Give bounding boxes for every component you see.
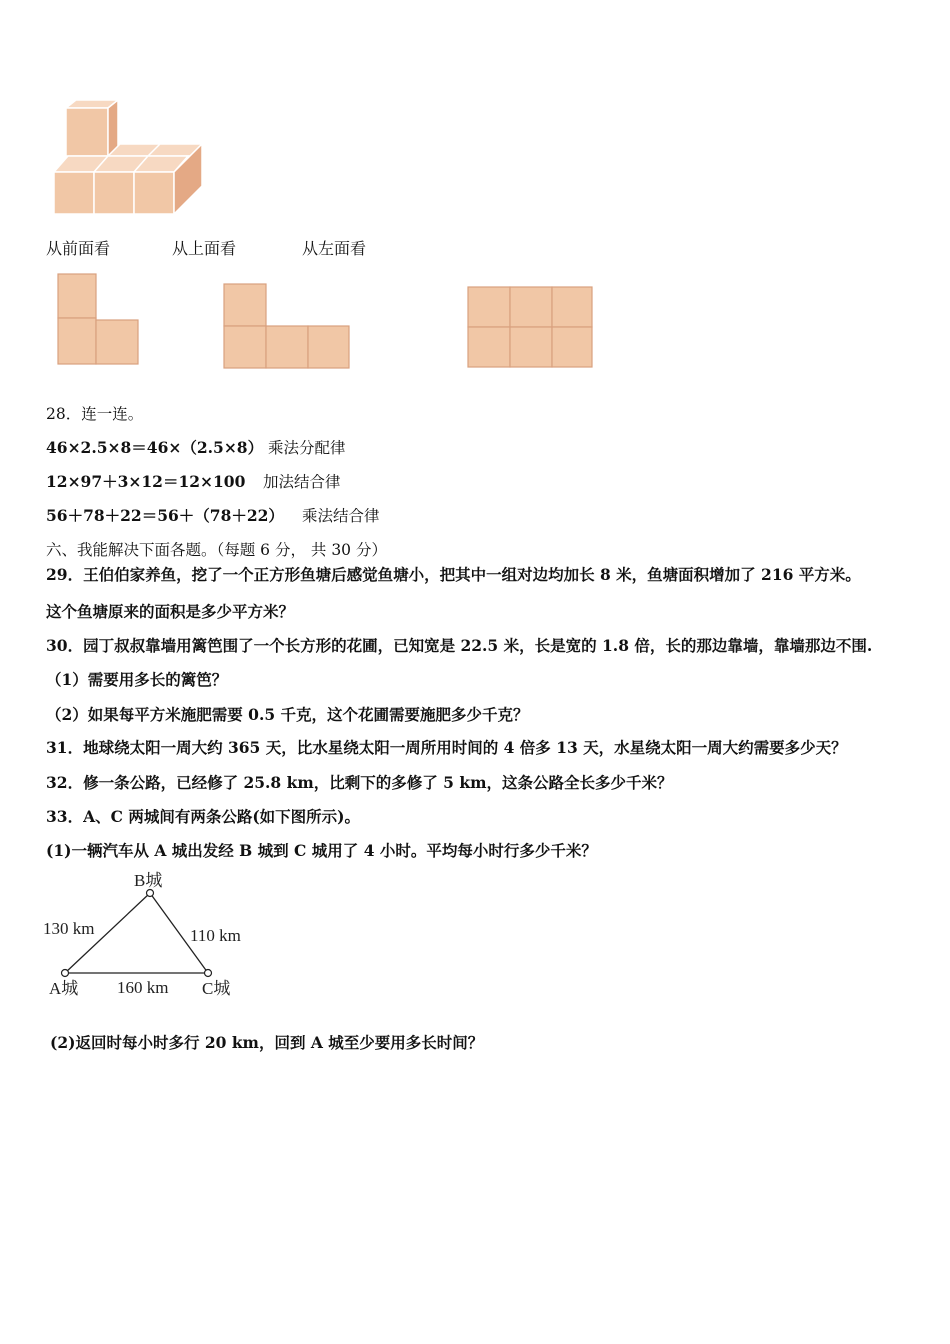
cube-stack-figure <box>48 100 208 220</box>
q29-line-2: 这个鱼塘原来的面积是多少平方米？ <box>46 602 295 621</box>
q28-title: 28．连一连。 <box>46 405 144 423</box>
q29-line-1: 29．王伯伯家养鱼，挖了一个正方形鱼塘后感觉鱼塘小，把其中一组对边均加长 8 米，鱼塘面积增加了 216 平方米。 <box>46 565 861 584</box>
q28-law-3[interactable]: 乘法结合律 <box>302 507 380 525</box>
left-view-label: 从左面看 <box>302 239 367 258</box>
city-a-label: A城 <box>49 979 79 998</box>
q30-sub-2: （2）如果每平方米施肥需要 0.5 千克，这个花圃需要施肥多少千克？ <box>46 705 529 724</box>
city-c-label: C城 <box>202 979 231 998</box>
q30-sub-1: （1）需要用多长的篱笆？ <box>46 670 228 689</box>
front-view-label: 从前面看 <box>46 239 111 258</box>
q31-text: 31．地球绕太阳一周大约 365 天，比水星绕太阳一周所用时间的 4 倍多 13 天，水星绕太阳一周大约需要多少天？ <box>46 738 847 757</box>
q28-expr-3: 56＋78＋22＝56＋（78＋22） <box>46 506 284 525</box>
city-b-label: B城 <box>134 871 163 890</box>
city-a-point <box>62 970 69 977</box>
triangle-route-diagram <box>40 868 270 1002</box>
q33-sub-1: (1)一辆汽车从 A 城出发经 B 城到 C 城用了 4 小时。平均每小时行多少千米？ <box>46 841 597 860</box>
city-b-point <box>147 890 154 897</box>
q32-text: 32．修一条公路，已经修了 25.8 km，比剩下的多修了 5 km，这条公路全长多少千米？ <box>46 773 673 792</box>
distance-bc-label: 110 km <box>190 926 241 945</box>
view-shape-2 <box>222 282 352 370</box>
view-shape-1 <box>56 272 142 368</box>
q33-sub-2: (2)返回时每小时多行 20 km，回到 A 城至少要用多长时间？ <box>50 1033 484 1052</box>
q28-law-1[interactable]: 乘法分配律 <box>268 439 346 457</box>
section-6-title: 六、我能解决下面各题。（每题 6 分， 共 30 分） <box>46 541 387 559</box>
q28-expr-2: 12×97＋3×12＝12×100 <box>46 472 246 491</box>
city-c-point <box>205 970 212 977</box>
q28-law-2[interactable]: 加法结合律 <box>263 473 341 491</box>
top-view-label: 从上面看 <box>172 239 237 258</box>
q33-title: 33．A、C 两城间有两条公路(如下图所示)。 <box>46 807 360 826</box>
distance-ab-label: 130 km <box>43 919 95 938</box>
view-shape-3 <box>466 285 594 369</box>
q28-expr-1: 46×2.5×8＝46×（2.5×8） <box>46 438 264 457</box>
distance-ac-label: 160 km <box>117 978 169 997</box>
q30-line-1: 30．园丁叔叔靠墙用篱笆围了一个长方形的花圃，已知宽是 22.5 米，长是宽的 1.8 倍，长的那边靠墙，靠墙那边不围. <box>46 636 873 655</box>
